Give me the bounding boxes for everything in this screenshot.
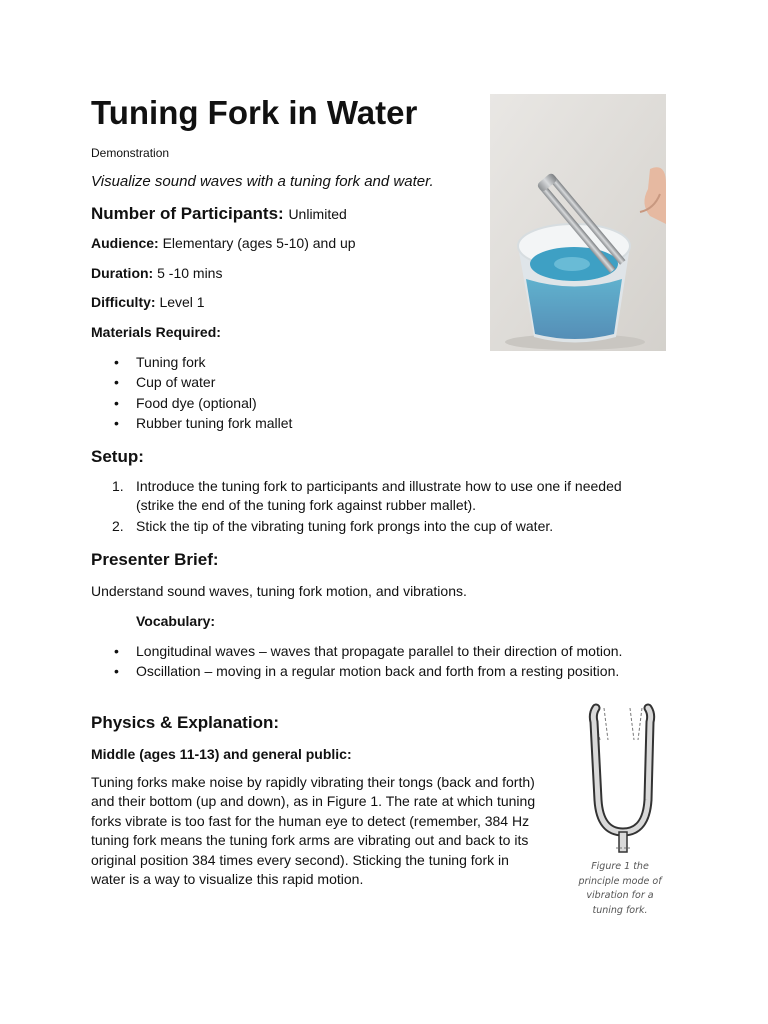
tuning-fork-cup-image <box>490 94 666 351</box>
paragraph-line: original position 384 times every second). Sticking the tuning fork in <box>91 851 509 868</box>
difficulty-row <box>91 293 205 311</box>
audience-label: Audience: <box>91 235 159 251</box>
duration-label: Duration: <box>91 265 154 281</box>
audience-row <box>91 234 356 252</box>
participants-value: Unlimited <box>288 206 347 222</box>
paragraph-line: tuning fork means the tuning fork arms are vibrating out and back to its <box>91 832 529 849</box>
physics-paragraph <box>91 773 581 889</box>
vocabulary-list <box>91 641 622 682</box>
duration-row <box>91 264 222 282</box>
cup-photo <box>490 94 666 351</box>
step-number: 1. <box>112 478 124 494</box>
participants-label: Number of Participants: <box>91 204 284 223</box>
audience-value: Elementary (ages 5-10) and up <box>162 235 356 251</box>
step-text: (strike the end of the tuning fork against rubber mallet). <box>136 497 477 513</box>
paragraph-line: and their bottom (up and down), as in Figure 1. The rate at which tuning <box>91 793 536 810</box>
paragraph-line: water is a way to visualize this rapid motion. <box>91 871 364 888</box>
list-item: • Rubber tuning fork mallet <box>91 413 292 433</box>
tagline: Visualize sound waves with a tuning fork and water. <box>91 173 434 190</box>
brief-heading: Presenter Brief: <box>91 550 219 569</box>
list-item: • Tuning fork <box>91 352 292 372</box>
list-item <box>91 477 671 515</box>
brief-text: Understand sound waves, tuning fork motion, and vibrations. <box>91 583 467 599</box>
paragraph-line: forks vibrate is too fast for the human eye to detect (remember, 384 Hz <box>91 812 530 829</box>
step-text: Stick the tip of the vibrating tuning fork prongs into the cup of water. <box>136 518 554 534</box>
tuning-fork-diagram <box>578 700 668 860</box>
materials-label: Materials Required: <box>91 324 221 340</box>
list-item <box>91 517 671 536</box>
document-type: Demonstration <box>91 146 170 160</box>
materials-list <box>91 352 292 433</box>
list-item: • Longitudinal waves – waves that propagate parallel to their direction of motion. <box>91 641 622 661</box>
list-item: • Oscillation – moving in a regular motion back and forth from a resting position. <box>91 661 622 681</box>
figure-caption: Figure 1 the principle mode of vibration for a tuning fork. <box>578 861 662 916</box>
step-text: Introduce the tuning fork to participants and illustrate how to use one if needed <box>136 478 622 494</box>
page-title: Tuning Fork in Water <box>91 94 418 131</box>
figure-1 <box>578 700 668 860</box>
participants-row <box>91 203 347 225</box>
vocabulary-heading: Vocabulary: <box>136 613 216 629</box>
difficulty-value: Level 1 <box>159 294 205 310</box>
step-number: 2. <box>112 518 124 534</box>
list-item: • Food dye (optional) <box>91 393 292 413</box>
setup-steps <box>91 477 671 538</box>
duration-value: 5 -10 mins <box>157 265 223 281</box>
physics-heading: Physics & Explanation: <box>91 713 279 732</box>
setup-heading: Setup: <box>91 447 144 466</box>
materials-row <box>91 323 221 341</box>
physics-subheading: Middle (ages 11-13) and general public: <box>91 746 352 762</box>
difficulty-label: Difficulty: <box>91 294 156 310</box>
paragraph-line: Tuning forks make noise by rapidly vibrating their tongs (back and forth) <box>91 774 535 790</box>
list-item: • Cup of water <box>91 372 292 392</box>
